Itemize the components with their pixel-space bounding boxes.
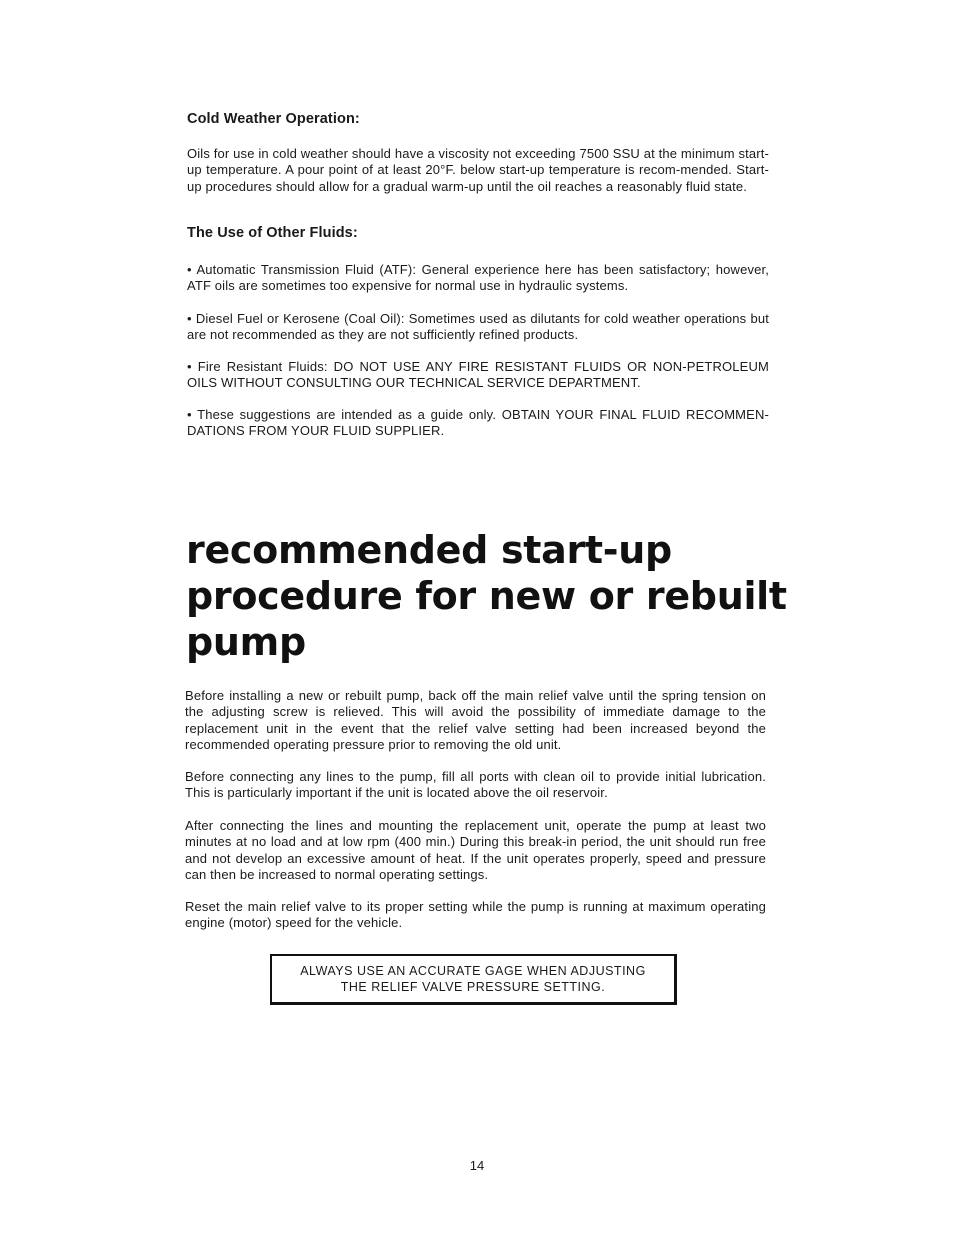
fluid-item-atf: • Automatic Transmission Fluid (ATF): General experience here has been satisfactory; however, ATF oils are sometimes too expensive for normal use in hydraulic systems. <box>187 262 769 294</box>
gage-warning-line-1: ALWAYS USE AN ACCURATE GAGE WHEN ADJUSTING <box>300 964 646 978</box>
gage-warning-box <box>270 954 677 1005</box>
fluid-item-fire-resistant: • Fire Resistant Fluids: DO NOT USE ANY FIRE RESISTANT FLUIDS OR NON-PETROLEUM OILS WITHOUT CONSULTING OUR TECHNICAL SERVICE DEPARTMENT. <box>187 359 769 391</box>
cold-weather-heading: Cold Weather Operation: <box>187 111 360 127</box>
startup-paragraph-1: Before installing a new or rebuilt pump, back off the main relief valve until the spring tension on the adjusting screw is relieved. This will avoid the possibility of immediate damage to the replacement unit in the event that the relief valve setting had been increased beyond the recommended operating pressure prior to removing the old unit. <box>185 688 766 752</box>
cold-weather-paragraph: Oils for use in cold weather should have a viscosity not exceeding 7500 SSU at the minimum start-up temperature. A pour point of at least 20°F. below start-up temperature is recom-mended. Start-up procedures should allow for a gradual warm-up until the oil reaches a reasonably fluid state. <box>187 146 769 194</box>
startup-paragraph-4: Reset the main relief valve to its proper setting while the pump is running at maximum operating engine (motor) speed for the vehicle. <box>185 899 766 931</box>
startup-paragraph-2: Before connecting any lines to the pump, fill all ports with clean oil to provide initial lubrication. This is particularly important if the unit is located above the oil reservoir. <box>185 769 766 801</box>
title-line-1: recommended start-up <box>186 528 672 572</box>
title-line-3: pump <box>186 620 306 664</box>
page-number: 14 <box>469 1158 485 1173</box>
gage-warning-line-2: THE RELIEF VALVE PRESSURE SETTING. <box>340 980 606 994</box>
startup-procedure-title <box>186 527 806 665</box>
other-fluids-heading: The Use of Other Fluids: <box>187 225 358 241</box>
title-line-2: procedure for new or rebuilt <box>186 574 787 618</box>
fluid-item-suggestions: • These suggestions are intended as a guide only. OBTAIN YOUR FINAL FLUID RECOMMEN-DATIONS FROM YOUR FLUID SUPPLIER. <box>187 407 769 439</box>
startup-paragraph-3: After connecting the lines and mounting the replacement unit, operate the pump at least two minutes at no load and at low rpm (400 min.) During this break-in period, the unit should run free and not develop an excessive amount of heat. If the unit operates properly, speed and pressure can then be increased to normal operating settings. <box>185 818 766 882</box>
fluid-item-diesel: • Diesel Fuel or Kerosene (Coal Oil): Sometimes used as dilutants for cold weather operations but are not recommended as they are not sufficiently refined products. <box>187 311 769 343</box>
